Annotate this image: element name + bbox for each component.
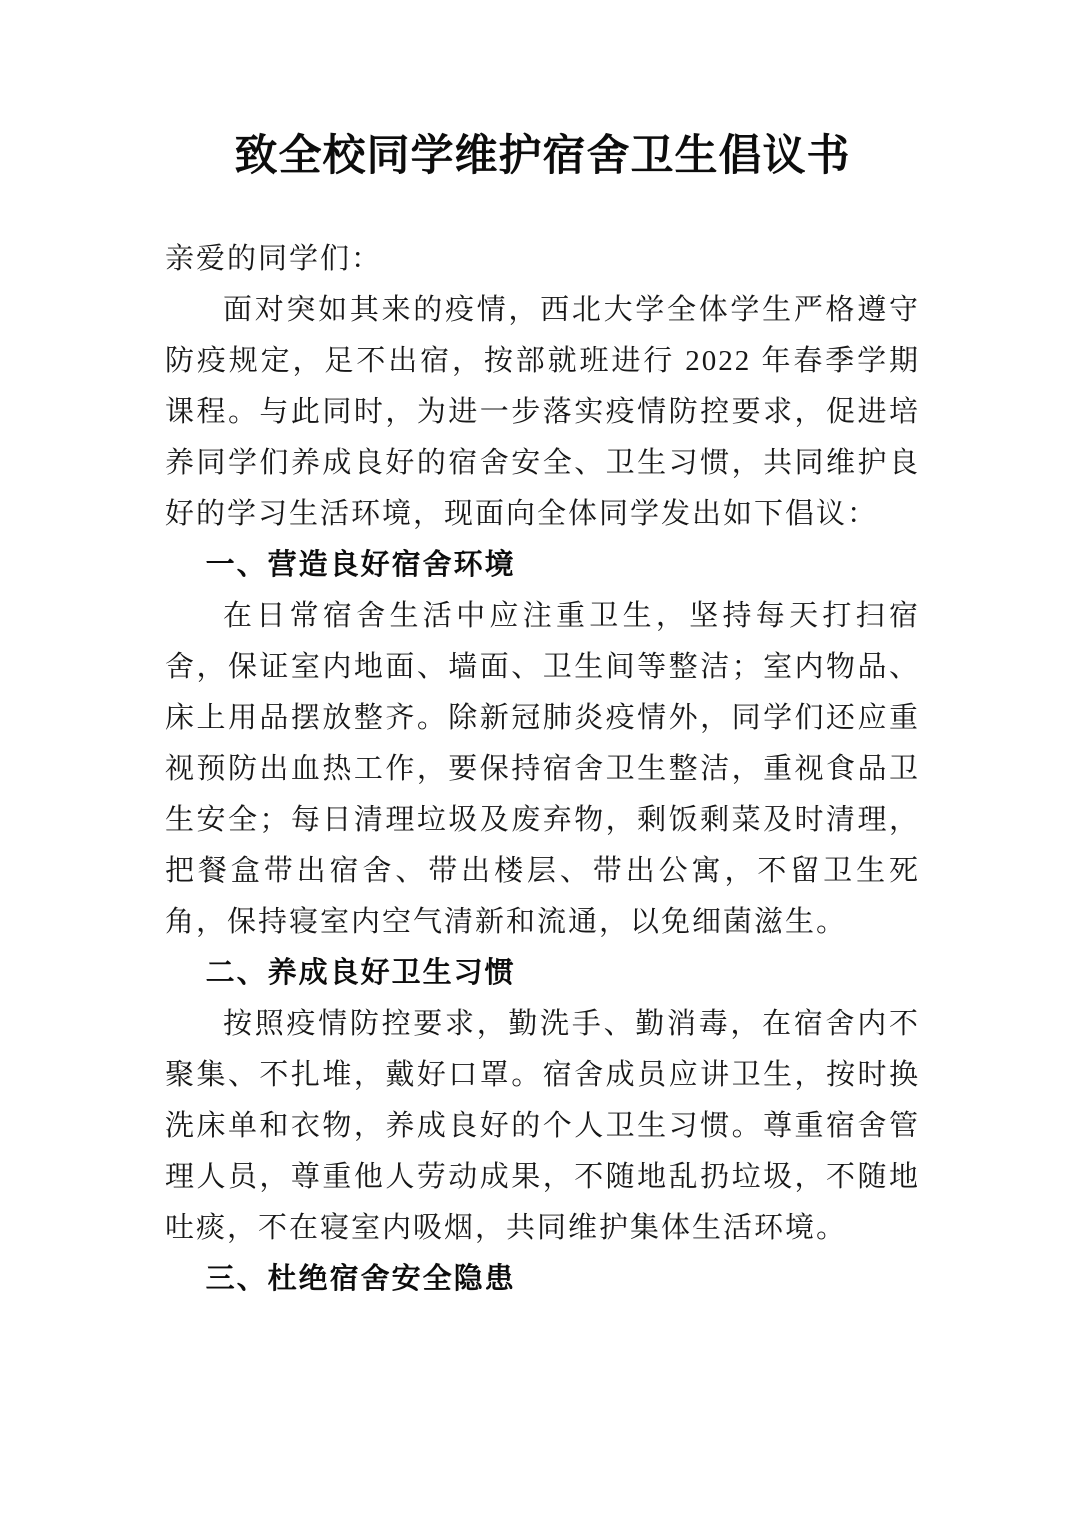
intro-paragraph: 面对突如其来的疫情，西北大学全体学生严格遵守防疫规定，足不出宿，按部就班进行 2022 年春季学期课程。与此同时，为进一步落实疫情防控要求，促进培养同学们养成良好的宿舍安全、卫生习惯，共同维护良好的学习生活环境，现面向全体同学发出如下倡议： (165, 294, 920, 530)
section-3-heading: 三、杜绝宿舍安全隐患 (205, 1263, 516, 1295)
section-1-body: 在日常宿舍生活中应注重卫生，坚持每天打扫宿舍，保证室内地面、墙面、卫生间等整洁；室内物品、床上用品摆放整齐。除新冠肺炎疫情外，同学们还应重视预防出血热工作，要保持宿舍卫生整洁，重视食品卫生安全；每日清理垃圾及废弃物，剩饭剩菜及时清理，把餐盒带出宿舍、带出楼层、带出公寓，不留卫生死角，保持寝室内空气清新和流通，以免细菌滋生。 (165, 600, 920, 938)
salutation: 亲爱的同学们： (165, 243, 383, 275)
section-2-body: 按照疫情防控要求，勤洗手、勤消毒，在宿舍内不聚集、不扎堆，戴好口罩。宿舍成员应讲卫生，按时换洗床单和衣物，养成良好的个人卫生习惯。尊重宿舍管理人员，尊重他人劳动成果，不随地乱扔垃圾，不随地吐痰，不在寝室内吸烟，共同维护集体生活环境。 (165, 1008, 920, 1244)
document-title: 致全校同学维护宿舍卫生倡议书 (234, 132, 851, 180)
section-1-heading: 一、营造良好宿舍环境 (205, 549, 516, 581)
section-2-heading: 二、养成良好卫生习惯 (205, 957, 516, 989)
